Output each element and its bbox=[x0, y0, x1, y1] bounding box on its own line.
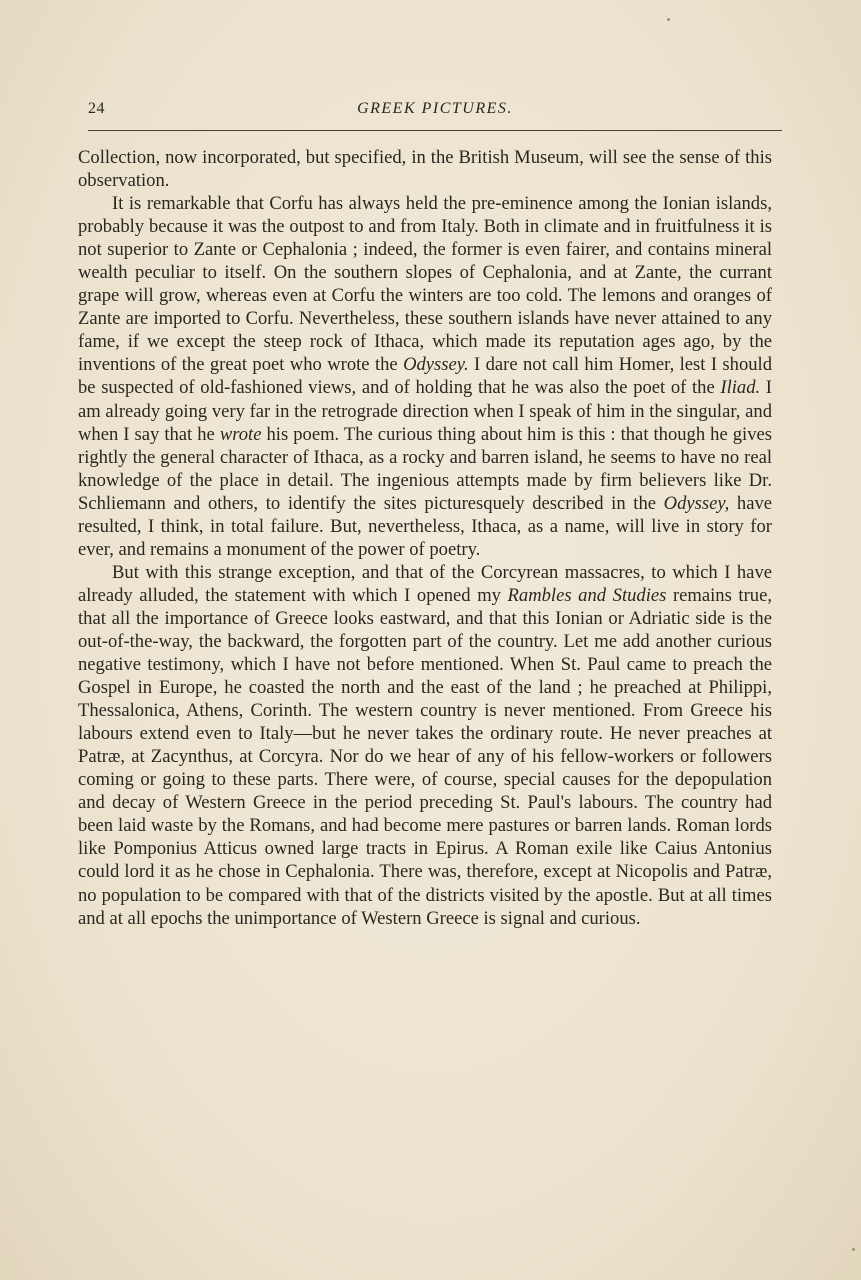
text-run: I dare not call him Homer, lest I should be suspected of old-fashioned views, and of holding that he was also the poet of the bbox=[78, 354, 773, 399]
header-rule bbox=[88, 130, 782, 131]
paper-speck bbox=[852, 1248, 855, 1251]
text-run: his poem. The curious thing about him is this : that though he gives rightly the general character of Ithaca, as a rocky and barren island, he seems to have no real knowledge of the place in detail. The ingenious attempts made by firm believers like Dr. Schliemann and others, to identify the sites picturesquely described in the bbox=[78, 423, 772, 514]
running-title: GREEK PICTURES. bbox=[357, 100, 513, 117]
italic-title: Odyssey, bbox=[663, 492, 730, 514]
page-number: 24 bbox=[88, 100, 105, 117]
text-run: remains true, that all the importance of Greece looks eastward, and that this Ionian or Adriatic side is the out-of-the-way, the backward, the forgotten part of the country. Let me add another curious negative testimony, which I have not before mentioned. When St. Paul came to preach the Gospel in Europe, he coasted the north and the east of the land ; he preached at Philippi, Thessalonica, Athens, Corinth. The western country is never mentioned. From Greece his labours extend even to Italy—but he never takes the ordinary route. He never preaches at Patræ, at Zacynthus, at Corcyra. Nor do we hear of any of his fellow-workers or followers coming or going to these parts. There were, of course, special causes for the depopulation and decay of Western Greece in the period preceding St. Paul's labours. The country had been laid waste by the Romans, and had become mere pastures or barren lands. Roman lords like Pomponius Atticus owned large tracts in Epirus. A Roman exile like Caius Antonius could lord it as he chose in Cephalonia. There was, therefore, except at Nicopolis and Patræ, no population to be compared with that of the districts visited by the apostle. But at all times and at all epochs the unimportance of Western Greece is signal and curious. bbox=[78, 584, 772, 929]
paragraph bbox=[78, 561, 772, 930]
italic-title: Rambles and Studies bbox=[507, 584, 667, 606]
body-text bbox=[78, 146, 772, 930]
page-header bbox=[88, 98, 782, 122]
italic-title: Iliad. bbox=[720, 377, 761, 399]
text-run: have resulted, I think, in total failure. But, nevertheless, Ithaca, as a name, will live in story for ever, and remains a monument of the power of poetry. bbox=[78, 492, 772, 560]
text-run: Collection, now incorporated, but specified, in the British Museum, will see the sense of this observation. bbox=[78, 147, 772, 192]
italic-title: wrote bbox=[219, 423, 262, 445]
text-run: It is remarkable that Corfu has always held the pre-eminence among the Ionian islands, probably because it was the outpost to and from Italy. Both in climate and in fruitfulness it is not superior to Zante or Cephalonia ; indeed, the former is even fairer, and contains mineral wealth peculiar to itself. On the southern slopes of Cephalonia, and at Zante, the currant grape will grow, whereas even at Corfu the winters are too cold. The lemons and oranges of Zante are imported to Corfu. Nevertheless, these southern islands have never attained to any fame, if we except the steep rock of Ithaca, which made its reputation ages ago, by the inventions of the great poet who wrote the bbox=[78, 193, 772, 376]
text-run: But with this strange exception, and that of the Corcyrean massacres, to which I have already alluded, the statement with which I opened my bbox=[78, 561, 772, 606]
paragraph bbox=[78, 192, 772, 561]
paragraph bbox=[78, 146, 772, 192]
italic-title: Odyssey. bbox=[403, 354, 469, 376]
paper-speck bbox=[667, 18, 670, 21]
text-run: I am already going very far in the retrograde direction when I speak of him in the singular, and when I say that he bbox=[78, 377, 772, 445]
